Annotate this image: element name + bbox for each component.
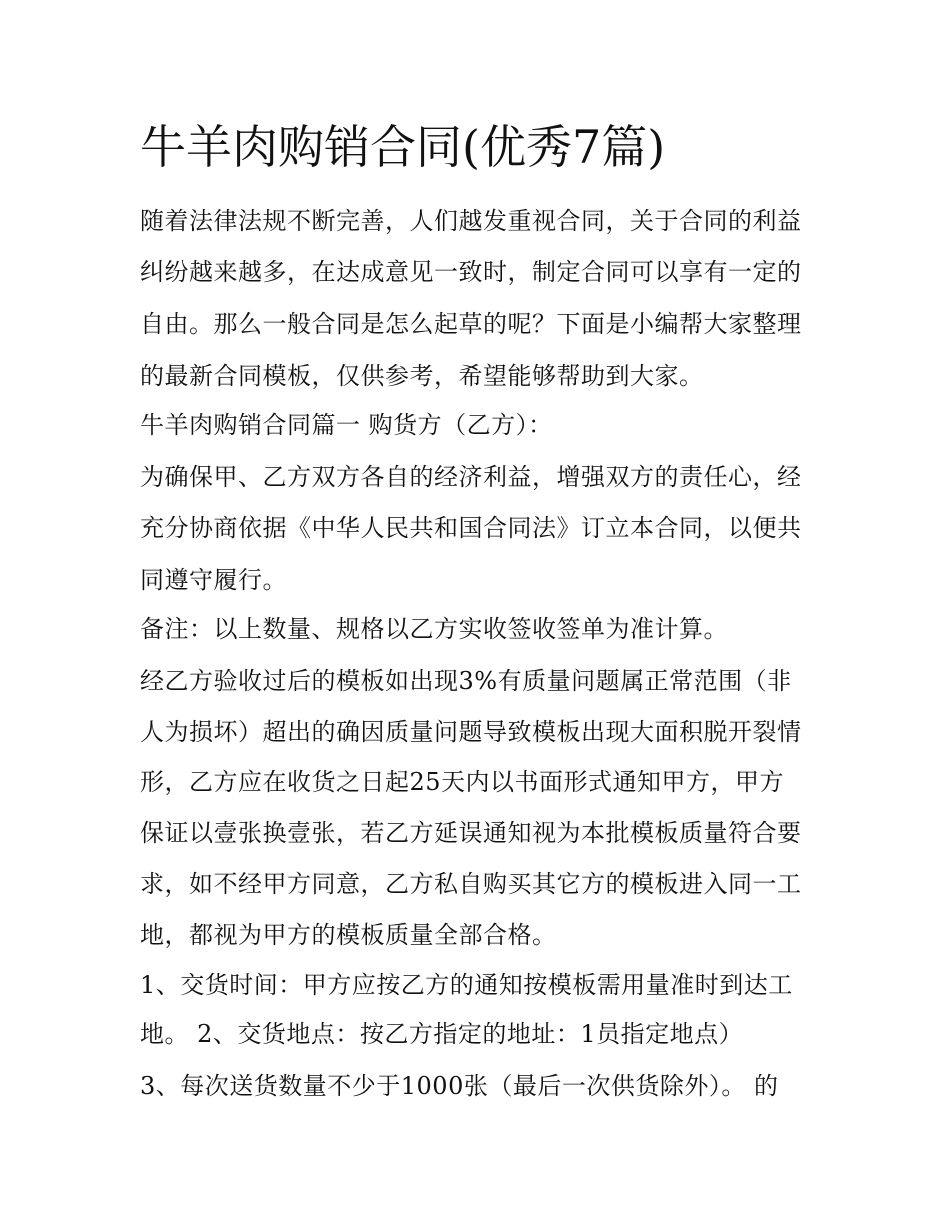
paragraph-line: 保证以壹张换壹张，若乙方延误通知视为本批模板质量符合要 (140, 819, 802, 847)
paragraph-line: 纠纷越来越多，在达成意见一致时，制定合同可以享有一定的 (140, 258, 802, 286)
paragraph-line: 地，都视为甲方的模板质量全部合格。 (140, 921, 557, 949)
paragraph-line: 形，乙方应在收货之日起25天内以书面形式通知甲方，甲方 (140, 768, 785, 796)
numbered-clause-line: 地。 2、交货地点：按乙方指定的地址：1员指定地点） (140, 1020, 744, 1048)
paragraph-line: 随着法律法规不断完善，人们越发重视合同，关于合同的利益 (140, 207, 802, 235)
paragraph-line: 的最新合同模板，仅供参考，希望能够帮助到大家。 (140, 362, 704, 390)
note-line: 备注：以上数量、规格以乙方实收签收签单为准计算。 (140, 615, 728, 643)
paragraph-line: 求，如不经甲方同意，乙方私自购买其它方的模板进入同一工 (140, 870, 802, 898)
paragraph-line: 充分协商依据《中华人民共和国合同法》订立本合同，以便共 (140, 514, 802, 542)
section-heading-line: 牛羊肉购销合同篇一 购货方（乙方）： (140, 411, 553, 439)
paragraph-line: 人为损坏）超出的确因质量问题导致模板出现大面积脱开裂情 (140, 718, 802, 746)
paragraph-line: 为确保甲、乙方双方各自的经济利益，增强双方的责任心，经 (140, 463, 802, 491)
document-title: 牛羊肉购销合同(优秀7篇) (140, 120, 666, 174)
paragraph-line: 经乙方验收过后的模板如出现3%有质量问题属正常范围（非 (140, 667, 792, 695)
paragraph-line: 自由。那么一般合同是怎么起草的呢？下面是小编帮大家整理 (140, 310, 802, 338)
numbered-clause-line: 3、每次送货数量不少于1000张（最后一次供货除外）。 的 (140, 1072, 779, 1100)
paragraph-line: 同遵守履行。 (140, 566, 287, 594)
numbered-clause-line: 1、交货时间：甲方应按乙方的通知按模板需用量准时到达工 (140, 971, 793, 999)
